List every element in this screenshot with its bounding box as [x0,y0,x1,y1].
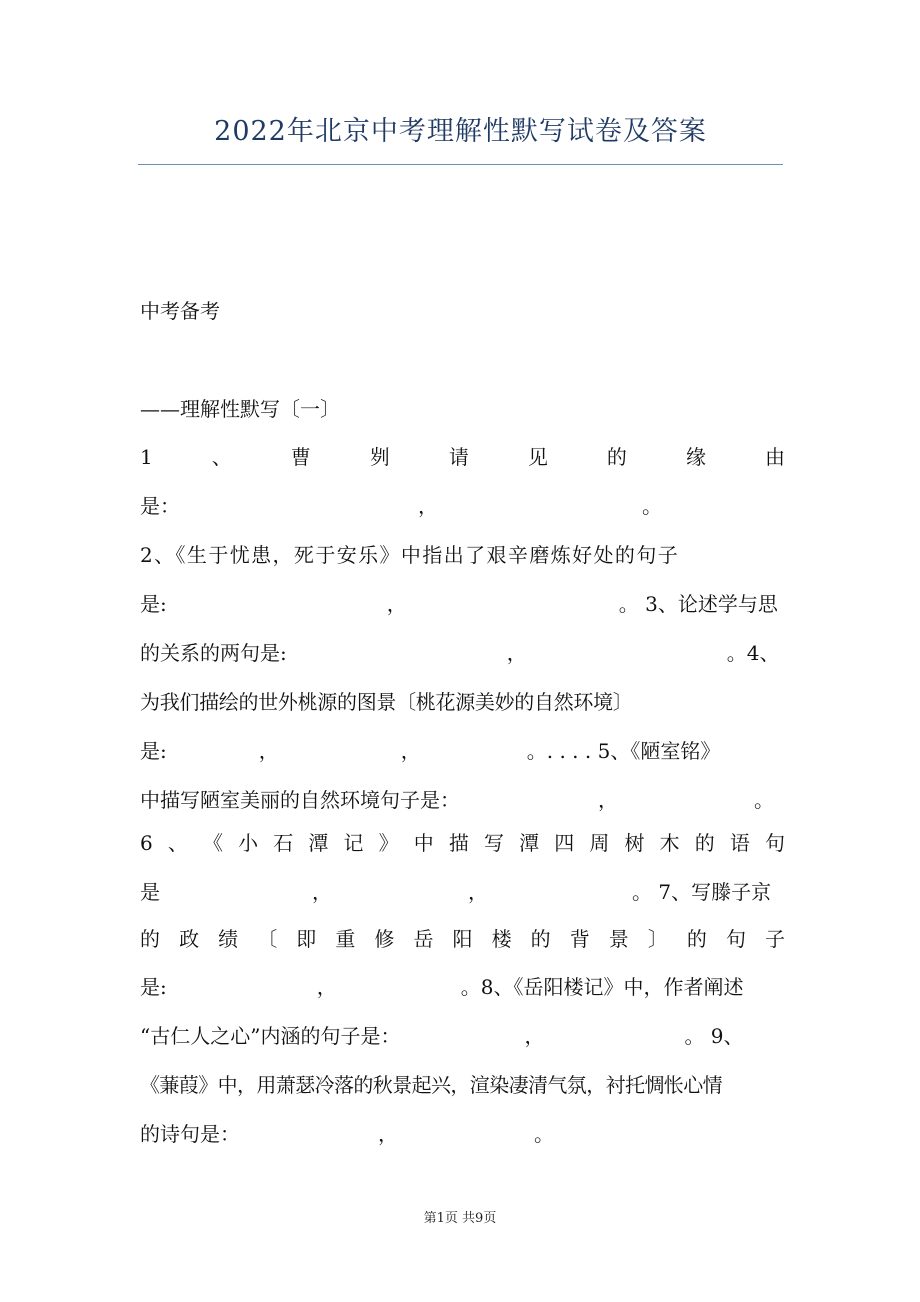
title-divider [138,164,783,165]
question-line-9: 6 、 《 小 石 潭 记 》 中 描 写 潭 四 周 树 木 的 语 句 [140,831,785,855]
section-subheading: ——理解性默写〔一〕 [140,397,340,421]
question-line-11: 的 政 绩 〔 即 重 修 岳 阳 楼 的 背 景 〕 的 句 子 [140,927,785,951]
question-line-2: 是： ， 。 [140,494,662,518]
question-line-4: 是: ， 。 3、论述学与思 [140,592,778,616]
question-line-6: 为我们描绘的世外桃源的图景〔桃花源美妙的自然环境〕 [140,690,633,714]
question-line-10: 是 ， ， 。 7、写滕子京 [140,880,772,904]
question-line-14: 《蒹葭》中，用萧瑟冷落的秋景起兴，渲染凄清气氛，衬托惆怅心情 [140,1073,722,1097]
question-line-13: “古仁人之心”内涵的句子是： ， 。 9、 [140,1024,744,1048]
question-line-12: 是: ， 。8、《岳阳楼记》中，作者阐述 [140,975,744,999]
question-line-8: 中描写陋室美丽的自然环境句子是： ， 。 [140,788,774,812]
page-footer: 第1页 共9页 [423,1211,497,1226]
question-line-3: 2、《生于忧患，死于安乐》中指出了艰辛磨炼好处的句子 [140,543,680,567]
question-line-7: 是: ， ， 。. . . . 5、《陋室铭》 [140,739,721,763]
section-heading: 中考备考 [140,299,220,323]
document-title: 2022年北京中考理解性默写试卷及答案 [214,116,707,147]
question-line-1: 1 、 曹 刿 请 见 的 缘 由 [140,445,785,469]
question-line-15: 的诗句是： ， 。 [140,1122,554,1146]
question-line-5: 的关系的两句是: ， 。4、 [140,641,780,665]
